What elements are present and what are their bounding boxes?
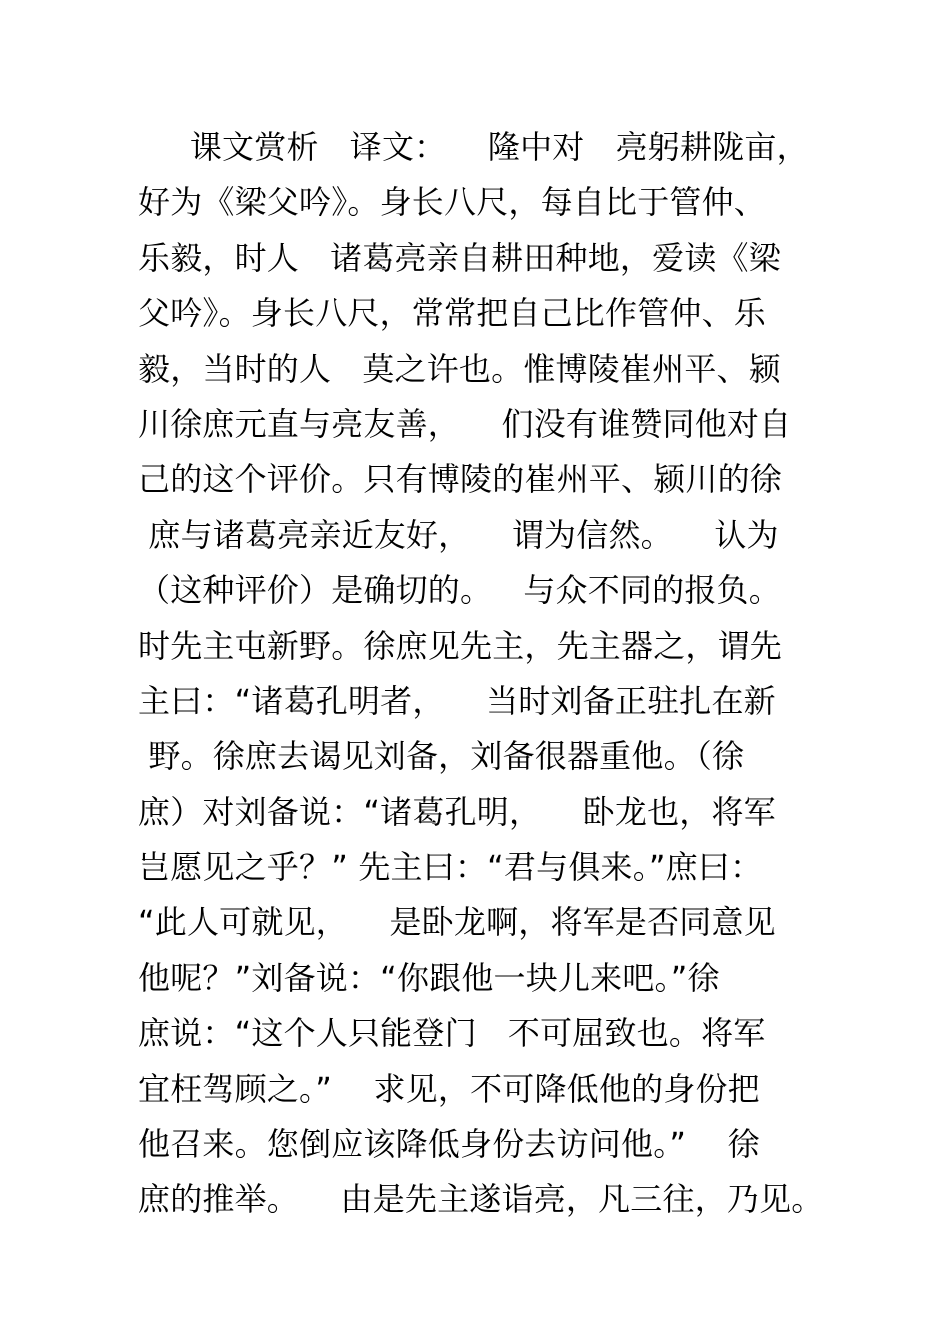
text-line: 他呢？”刘备说：“你跟他一块儿来吧。”徐: [138, 958, 720, 997]
text-line: 毅，当时的人 莫之许也。惟博陵崔州平、颍: [138, 349, 781, 388]
text-line: 庶）对刘备说：“诸葛孔明， 卧龙也，将军: [138, 792, 776, 831]
text-line: （这种评价）是确切的。 与众不同的报负。: [138, 571, 781, 610]
text-line: 野。徐庶去谒见刘备，刘备很器重他。（徐: [138, 737, 745, 776]
text-line: 好为《梁父吟》。身长八尺，每自比于管仲、: [138, 183, 767, 222]
text-line: 课文赏析 译文： 隆中对 亮躬耕陇亩，: [138, 128, 809, 166]
text-line: “此人可就见， 是卧龙啊，将军是否同意见: [138, 903, 776, 942]
text-line: 庶的推举。 由是先主遂诣亮，凡三往，乃见。: [138, 1180, 824, 1219]
text-line: 主曰：“诸葛孔明者， 当时刘备正驻扎在新: [138, 681, 776, 720]
text-line: 庶与诸葛亮亲近友好， 谓为信然。 认为: [138, 515, 779, 554]
body-text: [138, 120, 838, 1228]
text-line: 岂愿见之乎？” 先主曰：“君与俱来。”庶曰：: [138, 848, 763, 887]
text-line: 父吟》。身长八尺，常常把自己比作管仲、乐: [138, 294, 767, 333]
text-line: 川徐庶元直与亮友善， 们没有谁赞同他对自: [138, 404, 792, 443]
text-line: 庶说：“这个人只能登门 不可屈致也。将军: [138, 1014, 766, 1053]
text-line: 时先主屯新野。徐庶见先主，先主器之，谓先: [138, 626, 783, 665]
text-line: 己的这个评价。只有博陵的崔州平、颍川的徐: [138, 460, 783, 499]
text-line: 乐毅，时人 诸葛亮亲自耕田种地，爱读《梁: [138, 238, 781, 277]
text-line: 宜枉驾顾之。” 求见，不可降低他的身份把: [138, 1069, 760, 1108]
text-line: 他召来。您倒应该降低身份去访问他。” 徐: [138, 1125, 760, 1164]
